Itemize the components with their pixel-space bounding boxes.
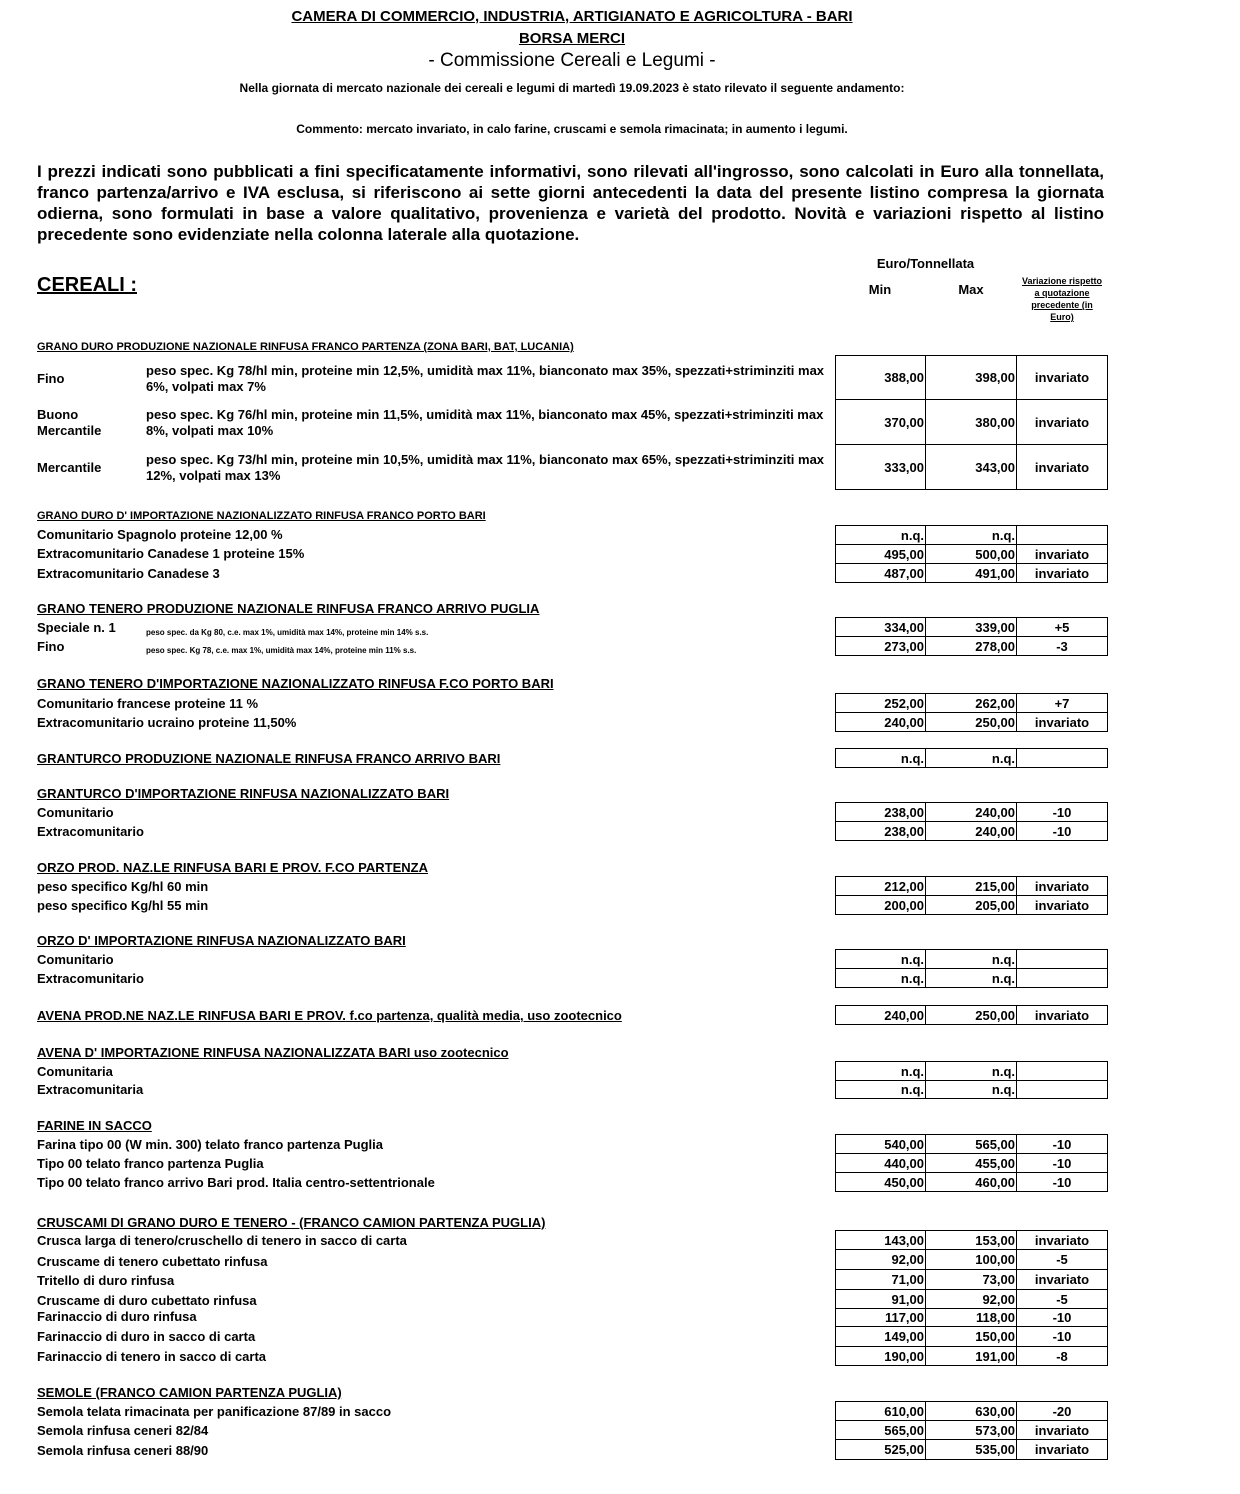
row-label: Mercantile <box>37 460 102 475</box>
price-variation <box>1016 949 1108 969</box>
row-label: Extracomunitario Canadese 3 <box>37 566 220 581</box>
max-column-header: Max <box>958 282 984 297</box>
min-price: 273,00 <box>835 636 926 656</box>
row-label: Semola telata rimacinata per panificazione 87/89 in sacco <box>37 1404 392 1419</box>
price-variation: invariato <box>1016 355 1108 400</box>
section-title: GRANO DURO D' IMPORTAZIONE NAZIONALIZZATO RINFUSA FRANCO PORTO BARI <box>37 510 486 522</box>
price-variation <box>1016 1080 1108 1099</box>
price-variation: invariato <box>1016 1269 1108 1290</box>
row-description: peso spec. Kg 73/hl min, proteine min 10,5%, umidità max 11%, bianconato max 65%, spezzati+striminziti max 12%, volpati max 13% <box>146 452 825 483</box>
section-title: GRANTURCO D'IMPORTAZIONE RINFUSA NAZIONALIZZATO BARI <box>37 786 450 801</box>
price-variation: -10 <box>1016 1153 1108 1173</box>
market-day-text: Nella giornata di mercato nazionale dei cereali e legumi di martedì 19.09.2023 è stato rilevato il seguente andamento: <box>239 81 905 95</box>
min-price: 91,00 <box>835 1289 926 1309</box>
max-price: 73,00 <box>925 1269 1017 1290</box>
min-price: 487,00 <box>835 563 926 583</box>
min-price: 610,00 <box>835 1401 926 1421</box>
price-variation: invariato <box>1016 563 1108 583</box>
min-price: 240,00 <box>835 1005 926 1025</box>
price-variation: -20 <box>1016 1401 1108 1421</box>
row-label: Speciale n. 1 <box>37 620 116 635</box>
max-price: 250,00 <box>925 1005 1017 1025</box>
min-price: 252,00 <box>835 693 926 713</box>
min-price: 370,00 <box>835 399 926 445</box>
min-price: 565,00 <box>835 1420 926 1440</box>
variation-column-header: Variazione rispetto a quotazione precedente (in Euro) <box>1021 276 1103 322</box>
row-label: Extracomunitario ucraino proteine 11,50% <box>37 715 297 730</box>
min-price: 334,00 <box>835 617 926 637</box>
max-price: 339,00 <box>925 617 1017 637</box>
max-price: 630,00 <box>925 1401 1017 1421</box>
price-variation: -5 <box>1016 1289 1108 1309</box>
min-price: n.q. <box>835 525 926 545</box>
max-price: 153,00 <box>925 1230 1017 1250</box>
max-price: 92,00 <box>925 1289 1017 1309</box>
min-price: 212,00 <box>835 876 926 896</box>
price-variation: invariato <box>1016 544 1108 564</box>
section-title: GRANTURCO PRODUZIONE NAZIONALE RINFUSA FRANCO ARRIVO BARI <box>37 751 501 766</box>
max-price: 262,00 <box>925 693 1017 713</box>
section-title: AVENA D' IMPORTAZIONE RINFUSA NAZIONALIZZATA BARI uso zootecnico <box>37 1045 509 1060</box>
row-label: Farina tipo 00 (W min. 300) telato franco partenza Puglia <box>37 1137 384 1152</box>
row-description: peso spec. Kg 78, c.e. max 1%, umidità max 14%, proteine min 11% s.s. <box>146 646 417 655</box>
max-price: 455,00 <box>925 1153 1017 1173</box>
row-label: Farinaccio di duro in sacco di carta <box>37 1329 256 1344</box>
max-price: 535,00 <box>925 1439 1017 1460</box>
max-price: 343,00 <box>925 444 1017 490</box>
row-label: Fino <box>37 639 65 654</box>
row-label: Buono Mercantile <box>37 407 102 438</box>
section-title <box>37 1008 622 1023</box>
row-label: Comunitaria <box>37 1064 113 1079</box>
row-label: Comunitario <box>37 805 114 820</box>
row-label: Tipo 00 telato franco partenza Puglia <box>37 1156 264 1171</box>
row-label: Comunitario <box>37 952 114 967</box>
price-variation: -10 <box>1016 802 1108 822</box>
max-price: 491,00 <box>925 563 1017 583</box>
min-price: n.q. <box>835 949 926 969</box>
section-title: GRANO TENERO PRODUZIONE NAZIONALE RINFUSA FRANCO ARRIVO PUGLIA <box>37 601 540 616</box>
min-price: 71,00 <box>835 1269 926 1290</box>
price-variation: -3 <box>1016 636 1108 656</box>
section-title: GRANO DURO PRODUZIONE NAZIONALE RINFUSA FRANCO PARTENZA (ZONA BARI, BAT, LUCANIA) <box>37 341 574 353</box>
intro-paragraph: I prezzi indicati sono pubblicati a fini specificatamente informativi, sono rilevati all'ingrosso, sono calcolati in Euro alla tonnellata, franco partenza/arrivo e IVA esclusa, si riferiscono ai sette giorni antecedenti la data del presente listino compresa la giornata odierna, sono formulati in base a valore qualitativo, provenienza e varietà del prodotto. Novità e variazioni rispetto al listino precedente sono evidenziate nella colonna laterale alla quotazione. <box>37 162 1104 244</box>
price-variation <box>1016 748 1108 768</box>
row-label: Tritello di duro rinfusa <box>37 1273 175 1288</box>
row-label: Semola rinfusa ceneri 88/90 <box>37 1443 209 1458</box>
row-label: Tipo 00 telato franco arrivo Bari prod. Italia centro-settentrionale <box>37 1175 435 1190</box>
row-label: peso specifico Kg/hl 55 min <box>37 898 209 913</box>
max-price: 205,00 <box>925 895 1017 915</box>
chamber-title: CAMERA DI COMMERCIO, INDUSTRIA, ARTIGIANATO E AGRICOLTURA - BARI <box>291 8 853 25</box>
section-title-tail: f.co partenza, qualità media, uso zootecnico <box>345 1008 622 1023</box>
max-price: 150,00 <box>925 1326 1017 1347</box>
max-price: 191,00 <box>925 1346 1017 1366</box>
min-price: 92,00 <box>835 1249 926 1270</box>
min-price: 149,00 <box>835 1326 926 1347</box>
min-price: 525,00 <box>835 1439 926 1460</box>
section-title: FARINE IN SACCO <box>37 1118 152 1133</box>
max-price: 573,00 <box>925 1420 1017 1440</box>
price-variation <box>1016 968 1108 988</box>
borsa-merci-title: BORSA MERCI <box>518 30 626 47</box>
price-variation: -10 <box>1016 1134 1108 1154</box>
price-variation: -10 <box>1016 1308 1108 1327</box>
max-price: 278,00 <box>925 636 1017 656</box>
max-price: 460,00 <box>925 1172 1017 1192</box>
price-variation: invariato <box>1016 1230 1108 1250</box>
max-price: 250,00 <box>925 712 1017 732</box>
row-description: peso spec. da Kg 80, c.e. max 1%, umidità max 14%, proteine min 14% s.s. <box>146 628 429 637</box>
section-title: ORZO PROD. NAZ.LE RINFUSA BARI E PROV. F.CO PARTENZA <box>37 860 428 875</box>
unit-header: Euro/Tonnellata <box>876 256 975 271</box>
row-description: peso spec. Kg 78/hl min, proteine min 12,5%, umidità max 11%, bianconato max 35%, spezzati+striminziti max 6%, volpati max 7% <box>146 363 825 394</box>
row-label: Comunitario Spagnolo proteine 12,00 % <box>37 527 283 542</box>
min-price: 240,00 <box>835 712 926 732</box>
max-price: n.q. <box>925 968 1017 988</box>
row-label: Cruscame di tenero cubettato rinfusa <box>37 1254 268 1269</box>
price-variation: invariato <box>1016 1439 1108 1460</box>
commission-title: - Commissione Cereali e Legumi - <box>428 50 716 71</box>
min-price: 440,00 <box>835 1153 926 1173</box>
price-variation: invariato <box>1016 876 1108 896</box>
price-variation: -5 <box>1016 1249 1108 1270</box>
min-column-header: Min <box>868 282 892 297</box>
row-label: Crusca larga di tenero/cruschello di tenero in sacco di carta <box>37 1233 407 1248</box>
row-label: Extracomunitario <box>37 971 144 986</box>
min-price: 495,00 <box>835 544 926 564</box>
row-label: Comunitario francese proteine 11 % <box>37 696 259 711</box>
row-label: Fino <box>37 371 65 386</box>
price-variation: invariato <box>1016 399 1108 445</box>
row-label: peso specifico Kg/hl 60 min <box>37 879 209 894</box>
row-label: Cruscame di duro cubettato rinfusa <box>37 1293 257 1308</box>
max-price: n.q. <box>925 949 1017 969</box>
row-label: Extracomunitario Canadese 1 proteine 15% <box>37 546 305 561</box>
max-price: 240,00 <box>925 821 1017 841</box>
max-price: n.q. <box>925 748 1017 768</box>
market-comment: Commento: mercato invariato, in calo farine, cruscami e semola rimacinata; in aumento i legumi. <box>296 122 848 136</box>
price-variation: invariato <box>1016 444 1108 490</box>
price-variation: +5 <box>1016 617 1108 637</box>
price-variation: -8 <box>1016 1346 1108 1366</box>
min-price: n.q. <box>835 968 926 988</box>
min-price: 333,00 <box>835 444 926 490</box>
min-price: 540,00 <box>835 1134 926 1154</box>
section-title: ORZO D' IMPORTAZIONE RINFUSA NAZIONALIZZATO BARI <box>37 933 406 948</box>
section-title: GRANO TENERO D'IMPORTAZIONE NAZIONALIZZATO RINFUSA F.CO PORTO BARI <box>37 676 554 691</box>
cereali-heading: CEREALI : <box>37 274 137 296</box>
max-price: 118,00 <box>925 1308 1017 1327</box>
max-price: 380,00 <box>925 399 1017 445</box>
section-title-main: AVENA PROD.NE NAZ.LE RINFUSA BARI E PROV. <box>37 1008 346 1023</box>
max-price: 500,00 <box>925 544 1017 564</box>
row-label: Semola rinfusa ceneri 82/84 <box>37 1423 209 1438</box>
section-title: CRUSCAMI DI GRANO DURO E TENERO - (FRANCO CAMION PARTENZA PUGLIA) <box>37 1215 546 1230</box>
max-price: 240,00 <box>925 802 1017 822</box>
price-variation: +7 <box>1016 693 1108 713</box>
price-variation: invariato <box>1016 1420 1108 1440</box>
price-variation <box>1016 525 1108 545</box>
max-price: 100,00 <box>925 1249 1017 1270</box>
max-price: 565,00 <box>925 1134 1017 1154</box>
max-price: n.q. <box>925 525 1017 545</box>
row-label: Farinaccio di duro rinfusa <box>37 1309 197 1324</box>
price-variation: invariato <box>1016 1005 1108 1025</box>
row-label: Extracomunitaria <box>37 1082 144 1097</box>
price-variation: -10 <box>1016 821 1108 841</box>
min-price: 238,00 <box>835 821 926 841</box>
max-price: 215,00 <box>925 876 1017 896</box>
min-price: n.q. <box>835 1061 926 1081</box>
price-variation: invariato <box>1016 895 1108 915</box>
row-description: peso spec. Kg 76/hl min, proteine min 11,5%, umidità max 11%, bianconato max 45%, spezzati+striminziti max 8%, volpati max 10% <box>146 407 824 438</box>
min-price: 450,00 <box>835 1172 926 1192</box>
min-price: 190,00 <box>835 1346 926 1366</box>
price-variation: -10 <box>1016 1172 1108 1192</box>
max-price: n.q. <box>925 1061 1017 1081</box>
section-title: SEMOLE (FRANCO CAMION PARTENZA PUGLIA) <box>37 1385 342 1400</box>
price-variation: -10 <box>1016 1326 1108 1347</box>
row-label: Extracomunitario <box>37 824 144 839</box>
min-price: 238,00 <box>835 802 926 822</box>
min-price: n.q. <box>835 1080 926 1099</box>
max-price: 398,00 <box>925 355 1017 400</box>
min-price: 117,00 <box>835 1308 926 1327</box>
min-price: 143,00 <box>835 1230 926 1250</box>
price-variation: invariato <box>1016 712 1108 732</box>
price-variation <box>1016 1061 1108 1081</box>
min-price: 388,00 <box>835 355 926 400</box>
row-label: Farinaccio di tenero in sacco di carta <box>37 1349 267 1364</box>
min-price: 200,00 <box>835 895 926 915</box>
min-price: n.q. <box>835 748 926 768</box>
max-price: n.q. <box>925 1080 1017 1099</box>
